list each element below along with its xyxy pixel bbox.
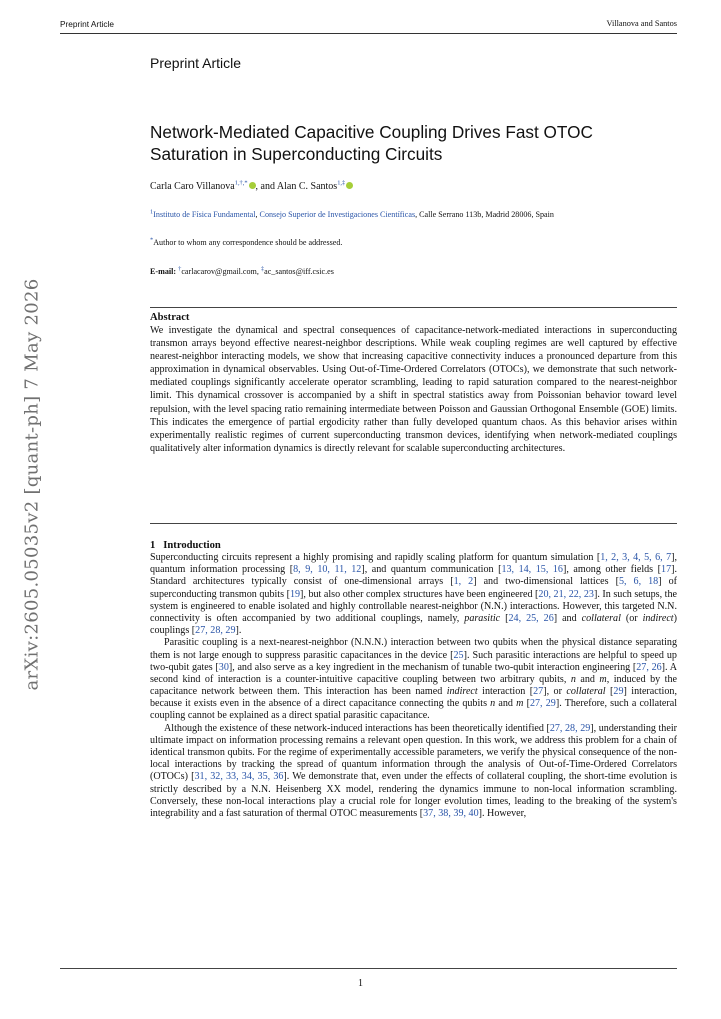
introduction-body (150, 552, 677, 820)
citation-link[interactable]: 24, 25, 26 (508, 612, 554, 624)
text-run: and (575, 673, 600, 685)
citation-link[interactable]: 27, 29 (529, 698, 556, 710)
email-separator: , (256, 267, 261, 276)
arxiv-identifier: arXiv:2605.05035v2 [quant-ph] 7 May 2026 (21, 278, 43, 690)
paragraph-2 (150, 637, 677, 722)
email-line (150, 267, 334, 276)
text-run: ], understanding their ultimate impact on information processing remains a relevant open question. In this work, we address this problem for a chain of identical transmon qubits. For the regime of experimentally accessible parameters, we verify the physical consequence of the non-local interactions by tracking the spread of quantum information through the analysis of Out-of-Time-Ordered Correlators (OTOCs) [ (150, 722, 677, 783)
text-run: [ (523, 698, 530, 710)
text-run: ]. In such setups, the system is engineered to enable isolated and highly controllable nearest-neighbor (N.N.) interactions. However, this targeted N.N. connectivity is often accompanied by two additional couplings, namely, (150, 588, 678, 624)
abstract-heading: Abstract (150, 312, 190, 323)
affiliation-link-iff[interactable]: Instituto de Física Fundamental (153, 210, 256, 219)
email-address-2: ac_santos@iff.csic.es (264, 267, 334, 276)
abstract-top-rule (150, 307, 677, 308)
text-run: ] and two-dimensional lattices [ (473, 576, 619, 588)
text-run: [ (605, 686, 614, 698)
arxiv-side-stamp (12, 278, 52, 690)
citation-link[interactable]: 29 (613, 686, 624, 698)
text-run: ]. A second kind of interaction is a counter-intuitive capacitive coupling between two arbitrary qubits, (150, 661, 677, 685)
citation-link[interactable]: 25 (453, 649, 464, 661)
text-run: Superconducting circuits represent a highly promising and rapidly scaling platform for quantum simulation [ (150, 552, 601, 563)
abstract-bottom-rule (150, 523, 677, 524)
text-run: ] and (553, 612, 582, 624)
correspondence-text: Author to whom any correspondence should be addressed. (153, 238, 343, 247)
text-run: ]. (235, 625, 242, 637)
emphasis: collateral (581, 612, 621, 624)
section-title: Introduction (163, 540, 221, 551)
paragraph-3 (150, 723, 677, 821)
paragraph-1 (150, 552, 677, 637)
affiliation-link-csic[interactable]: Consejo Superior de Investigaciones Científicas (259, 210, 416, 219)
running-header-right: Villanova and Santos (606, 19, 677, 28)
text-run: interaction [ (477, 686, 534, 698)
text-run: ) couplings [ (150, 612, 677, 637)
text-run: ] interaction, because it exists even in the absence of a direct capacitance connecting the qubits (150, 686, 677, 710)
emphasis: indirect (642, 612, 674, 624)
emphasis: indirect (446, 686, 478, 698)
citation-link[interactable]: 37, 38, 39, 40 (423, 807, 479, 819)
text-run: ]. We demonstrate that, even under the effects of collateral coupling, the short-time evolution is strictly described by a N.N. Heisenberg XX model, rendering the dynamics immune to non-local information scrambling. Conversely, these non-local interactions play a crucial role for longer evolution times, leading to the breaking of the system's integrability and a fast saturation of thermal OTOC measurements [ (150, 771, 678, 819)
text-run: ], among other fields [ (562, 564, 662, 576)
header-rule (60, 33, 677, 34)
citation-link[interactable]: 1, 2, 3, 4, 5, 6, 7 (600, 552, 672, 563)
author-2-name: Alan C. Santos (276, 181, 338, 192)
citation-link[interactable]: 31, 32, 33, 34, 35, 36 (194, 771, 284, 783)
citation-link[interactable]: 27, 28, 29 (549, 722, 591, 734)
emphasis: parasitic (464, 612, 501, 624)
text-run: (or (620, 612, 643, 624)
running-header-left: Preprint Article (60, 19, 114, 29)
correspondence-marker: * (150, 236, 154, 244)
author-list (150, 181, 353, 192)
text-run: Although the existence of these network-induced interactions has been theoretically identified [ (164, 722, 550, 734)
footer-rule (60, 968, 677, 969)
correspondence-note (150, 238, 342, 247)
affiliation-separator: , (255, 210, 260, 219)
text-run: ]. However, (478, 807, 527, 819)
text-run: ] of superconducting transmon qubits [ (150, 576, 678, 600)
math-symbol: n (570, 673, 576, 685)
citation-link[interactable]: 27 (533, 686, 544, 698)
text-run: Parasitic coupling is a next-nearest-neighbor (N.N.N.) interaction between two qubits when the physical distance separating them is not large enough to suppress parasitic capacitances in the device [ (150, 637, 677, 661)
email-label: E-mail: (150, 267, 177, 276)
text-run: ], quantum information processing [ (150, 552, 678, 576)
citation-link[interactable]: 27, 26 (636, 661, 662, 673)
text-run: ]. Therefore, such a collateral coupling cannot be explained as a direct spatial parasitic capacitance. (150, 698, 678, 722)
citation-link[interactable]: 8, 9, 10, 11, 12 (293, 564, 362, 576)
text-run: ], but also other complex structures have been engineered [ (300, 588, 539, 600)
math-symbol: m (516, 698, 524, 710)
text-run: ], and also serve as a key ingredient in the mechanism of tunable two-qubit interaction engineering [ (228, 661, 637, 673)
citation-link[interactable]: 27, 28, 29 (195, 625, 236, 637)
page-number: 1 (358, 978, 363, 989)
citation-link[interactable]: 17 (661, 564, 672, 576)
abstract-text: We investigate the dynamical and spectral consequences of capacitance-network-mediated interactions in superconducting transmon arrays beyond effective nearest-neighbor descriptions. While weak coupling regimes are well captured by effective nearest-neighbor interacting models, we show that increasing capacitive connectivity induces a pronounced departure from this approximation in dynamical observables. Using Out-of-Time-Ordered Correlators (OTOCs), we demonstrate that such network-mediated couplings significantly accelerate operator scrambling, leading to rapid saturation compared to the nearest-neighbor limit. This dynamical crossover is accompanied by a shift in spectral statistics away from Poissonian behavior toward level repulsion, with the level spacing ratio remaining intermediate between Poisson and Gaussian Orthogonal Ensemble (GOE) limits. This indicates the emergence of partial ergodicity rather than fully developed quantum chaos. As this behavior arises within experimentally realistic regimes of current superconducting transmon devices, identifying when network-mediated couplings qualitatively alter information dynamics is directly relevant for scalable superconducting architectures. (150, 325, 677, 454)
text-run: ], and quantum communication [ (361, 564, 502, 576)
citation-link[interactable]: 20, 21, 22, 23 (538, 588, 594, 600)
text-run: , induced by the capacitance network between them. This interaction has been named (150, 673, 678, 698)
citation-link[interactable]: 19 (289, 588, 301, 600)
affiliation (150, 209, 677, 221)
text-run: and (495, 698, 517, 710)
affiliation-address: , Calle Serrano 113b, Madrid 28006, Spain (415, 210, 554, 219)
math-symbol: m (599, 673, 607, 685)
email-address-1: carlacarov@gmail.com (181, 267, 257, 276)
affiliation-marker: 1 (150, 208, 154, 216)
email-marker-2: ‡ (260, 265, 265, 273)
math-symbol: n (490, 698, 496, 710)
email-marker-1: † (178, 265, 182, 273)
title-line-2: Saturation in Superconducting Circuits (150, 144, 443, 164)
text-run: ]. Such parasitic interactions are helpful to speed up two-qubit gates [ (150, 649, 677, 673)
orcid-icon[interactable] (346, 182, 353, 189)
author-2-marks[interactable]: 1,‡ (337, 179, 346, 187)
citation-link[interactable]: 13, 14, 15, 16 (501, 564, 563, 576)
section-number: 1 (150, 540, 156, 551)
orcid-icon[interactable] (249, 182, 256, 189)
section-heading (150, 540, 221, 551)
citation-link[interactable]: 30 (218, 661, 229, 673)
text-run: ], or (543, 686, 567, 698)
text-run: [ (500, 612, 509, 624)
author-1-marks[interactable]: 1,†,* (234, 179, 248, 187)
title-line-1: Network-Mediated Capacitive Coupling Drives Fast OTOC (150, 122, 593, 142)
author-separator: , and (255, 181, 277, 192)
author-1-name: Carla Caro Villanova (150, 181, 235, 192)
citation-link[interactable]: 1, 2 (453, 576, 474, 588)
article-kind: Preprint Article (150, 55, 242, 71)
citation-link[interactable]: 5, 6, 18 (618, 576, 659, 588)
paper-title (150, 121, 677, 165)
emphasis: collateral (566, 686, 606, 698)
text-run: ]. Standard architectures typically consist of one-dimensional arrays [ (150, 564, 677, 588)
